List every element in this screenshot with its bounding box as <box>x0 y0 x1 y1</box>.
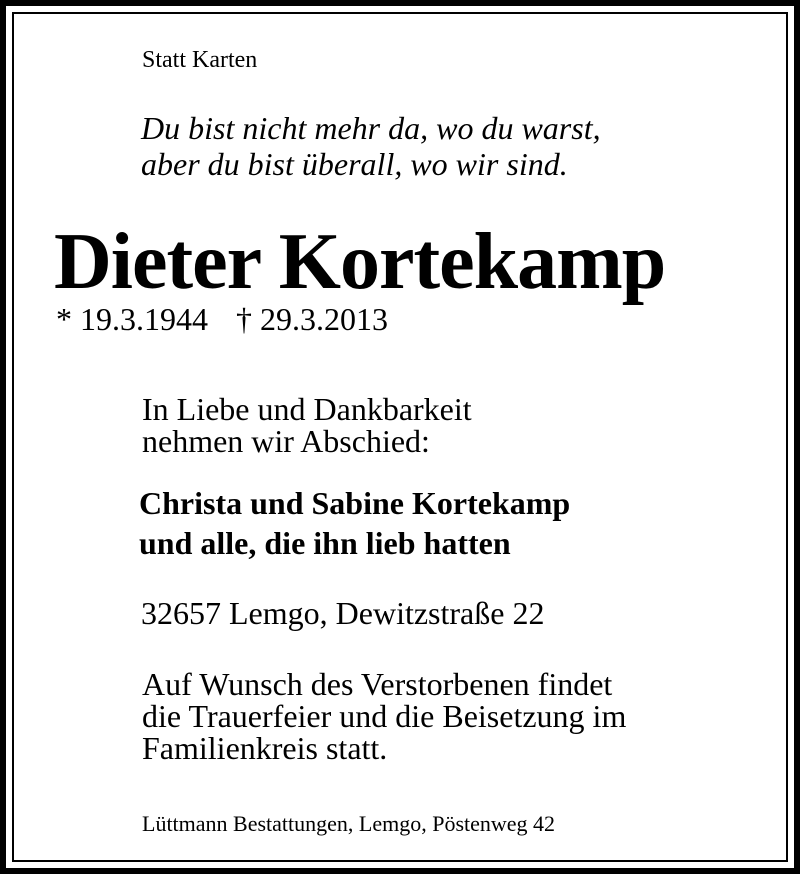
deceased-name: Dieter Kortekamp <box>54 218 666 306</box>
funeral-note: Auf Wunsch des Verstorbenen findet die Trauerfeier und die Beisetzung im Familienkreis statt. <box>142 666 627 766</box>
life-dates <box>56 303 388 335</box>
undertaker-text: Lüttmann Bestattungen, Lemgo, Pöstenweg 42 <box>142 811 556 836</box>
farewell-text: In Liebe und Dankbarkeit nehmen wir Abschied: <box>142 391 472 459</box>
address-text: 32657 Lemgo, Dewitzstraße 22 <box>141 595 545 631</box>
header-text: Statt Karten <box>142 47 258 73</box>
quote-text: Du bist nicht mehr da, wo du warst, aber du bist überall, wo wir sind. <box>141 110 601 182</box>
birth-date: * 19.3.1944 <box>56 301 208 337</box>
death-date: † 29.3.2013 <box>236 301 388 337</box>
mourners-text: Christa und Sabine Kortekamp und alle, die ihn lieb hatten <box>139 485 571 561</box>
